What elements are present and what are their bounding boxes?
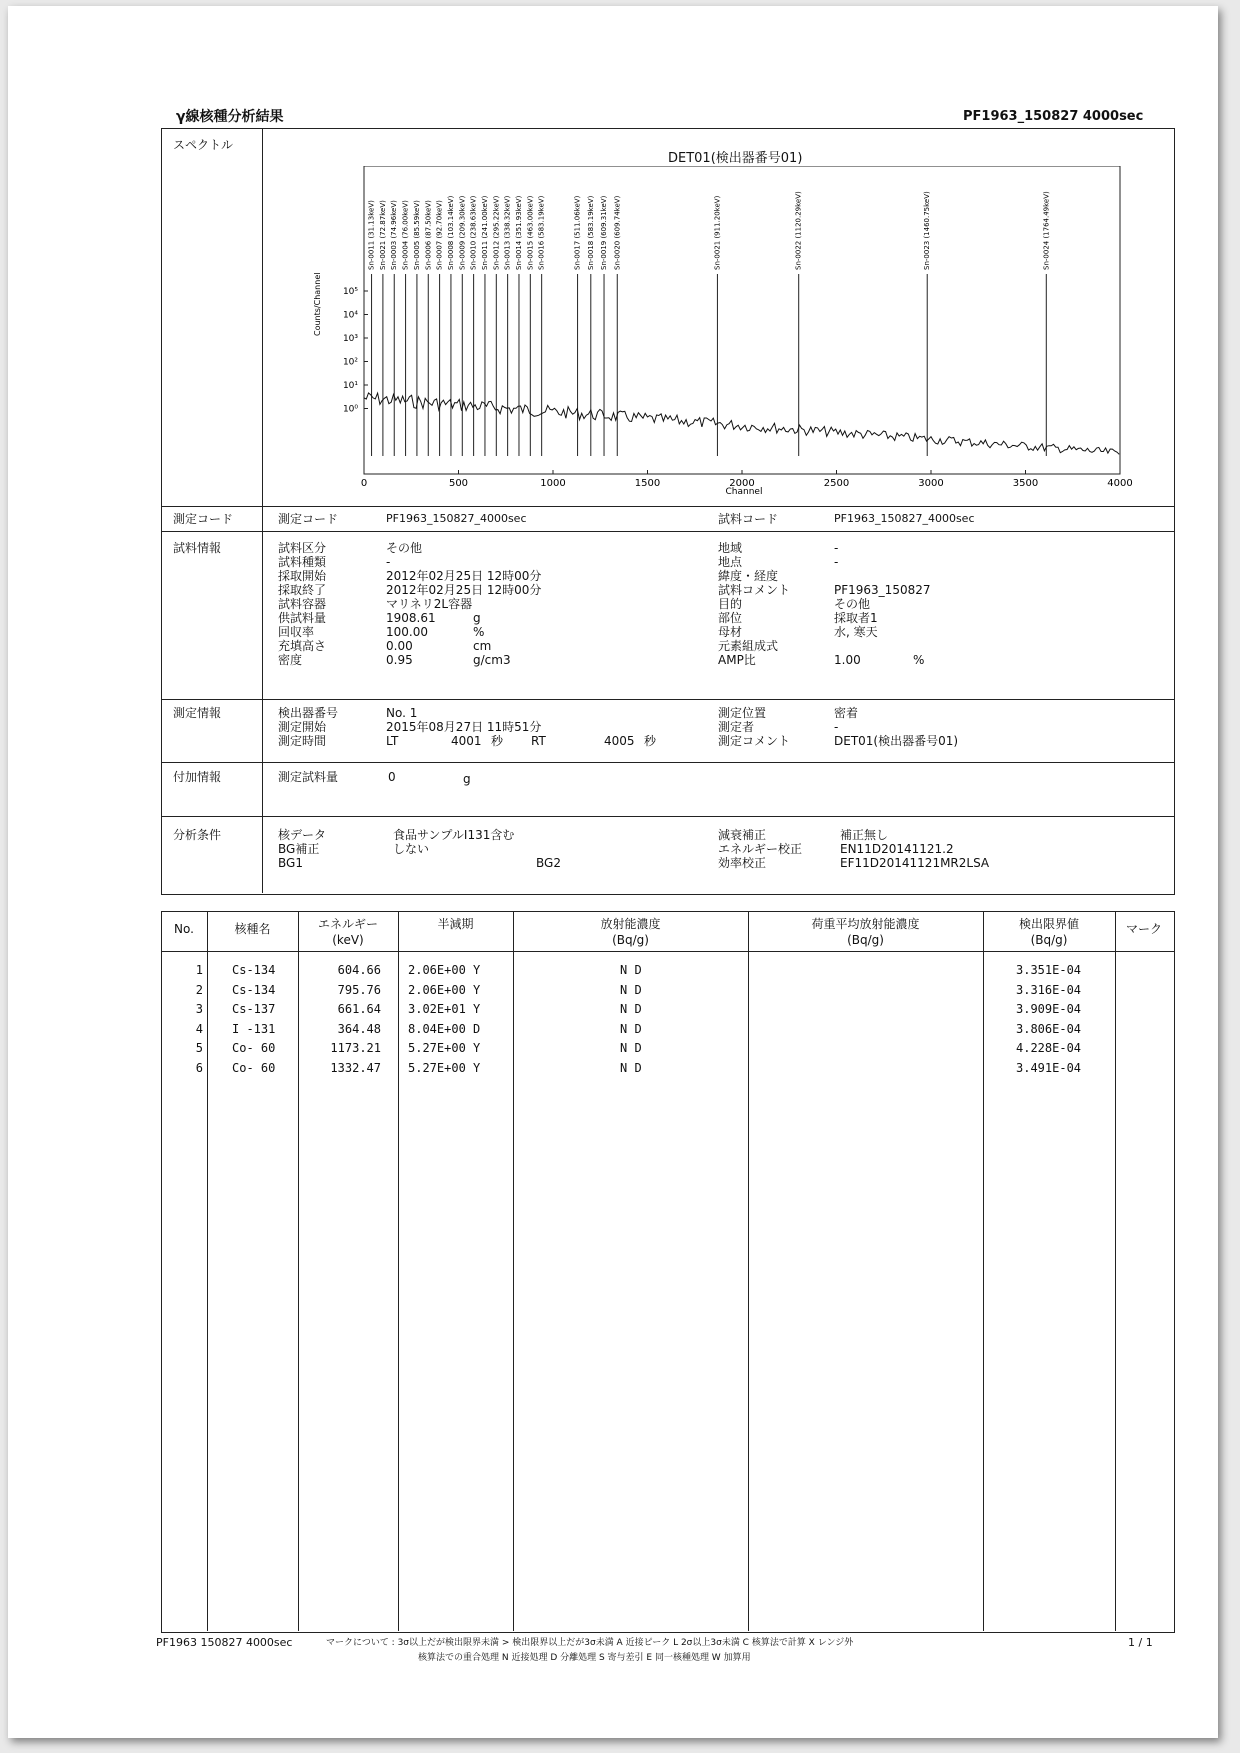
sample-info-right-label: 目的 bbox=[718, 597, 743, 611]
sample-info-right-label: AMP比 bbox=[718, 653, 756, 667]
lt-label: LT bbox=[386, 734, 399, 748]
row-3-activity: N D bbox=[620, 1002, 642, 1016]
analysis-right-value: 補正無し bbox=[840, 828, 889, 842]
sample-code-value: PF1963_150827_4000sec bbox=[834, 512, 975, 525]
detector-value: No. 1 bbox=[386, 706, 418, 720]
sample-info-value: 2012年02月25日 12時00分 bbox=[386, 569, 542, 583]
peak-label: Sn-0005 (85.59keV) bbox=[412, 200, 421, 270]
analysis-value bbox=[393, 856, 514, 870]
x-tick-label: 0 bbox=[360, 478, 368, 489]
row-4-nuclide: I -131 bbox=[232, 1021, 276, 1036]
row-4-activity: N D bbox=[620, 1021, 642, 1036]
row-6-energy: 1332.47 bbox=[330, 1060, 381, 1075]
sample-info-right-value bbox=[834, 569, 931, 583]
row-6-halflife: 5.27E+00 Y bbox=[408, 1060, 481, 1075]
y-tick-label: 10⁴ bbox=[342, 310, 358, 321]
analysis-labels bbox=[278, 828, 326, 870]
row-2-activity: N D bbox=[620, 982, 642, 997]
sample-info-label: 充填高さ bbox=[278, 639, 327, 653]
peak-label: Sn-0012 (295.22keV) bbox=[492, 195, 501, 270]
row-6-nuclide: Co- 60 bbox=[232, 1060, 276, 1075]
col-header-weighted-unit: (Bq/g) bbox=[847, 933, 884, 947]
col-header-energy-unit: (keV) bbox=[332, 933, 364, 947]
analysis-values bbox=[393, 828, 514, 870]
col-header-activity: 放射能濃度 bbox=[600, 917, 661, 931]
peak-label: Sn-0015 (463.00keV) bbox=[526, 195, 535, 270]
col-header-limit-unit: (Bq/g) bbox=[1030, 933, 1068, 947]
x-tick-label: 2000 bbox=[729, 478, 755, 489]
measure-info-label: 測定開始 bbox=[278, 720, 327, 734]
measure-info-right-value: 密着 bbox=[834, 706, 859, 720]
sample-info-units bbox=[473, 541, 511, 667]
y-axis-title: Counts/Channel bbox=[313, 272, 322, 336]
sample-info-label: 採取開始 bbox=[278, 569, 327, 583]
col-header-mark: マーク bbox=[1125, 922, 1162, 936]
section-label-measure-info: 測定情報 bbox=[173, 706, 222, 720]
analysis-right-label: 効率校正 bbox=[718, 856, 767, 870]
row-1-no: 1 bbox=[195, 963, 203, 977]
peak-label: Sn-0021 (911.20keV) bbox=[713, 195, 722, 270]
analysis-value: 食品サンプルI131含む bbox=[393, 828, 515, 842]
footer-mark-legend-2: 核算法での重合処理 N 近接処理 D 分離処理 S 寄与差引 E 同一核種処理 W 加算用 bbox=[418, 1653, 751, 1663]
row-4-energy: 364.48 bbox=[337, 1021, 381, 1036]
sample-info-right-labels bbox=[718, 541, 790, 667]
peak-label: Sn-0007 (92.70keV) bbox=[435, 200, 444, 270]
col-header-nuclide: 核種名 bbox=[234, 922, 271, 936]
analysis-label: 核データ bbox=[278, 828, 327, 842]
row-4-no: 4 bbox=[195, 1021, 203, 1036]
x-axis-title: Channel bbox=[725, 487, 763, 496]
col-header-halflife: 半減期 bbox=[437, 917, 474, 931]
measure-info-right-value: - bbox=[834, 720, 839, 734]
y-tick-label: 10² bbox=[342, 357, 358, 368]
measure-code-label: 測定コード bbox=[278, 512, 339, 526]
section-label-sample-info: 試料情報 bbox=[173, 541, 222, 555]
sample-info-right-label: 母材 bbox=[718, 625, 743, 639]
sample-info-right-label: 地域 bbox=[718, 541, 743, 555]
peak-label: Sn-0018 (583.19keV) bbox=[586, 195, 595, 270]
peak-label: Sn-0022 (1120.29keV) bbox=[794, 191, 803, 270]
measure-info-right-label: 測定位置 bbox=[718, 706, 767, 720]
footer-mark-legend: マークについて : 3σ以上だが検出限界未満 > 検出限界以上だが3σ未満 A 近接ピーク L 2σ以上3σ未満 C 核算法で計算 X レンジ外 bbox=[326, 1638, 854, 1648]
peak-label: Sn-0023 (1460.75keV) bbox=[923, 191, 932, 270]
sample-info-unit: g bbox=[473, 611, 481, 625]
col-header-energy: エネルギー bbox=[317, 917, 378, 931]
row-1-activity: N D bbox=[620, 963, 642, 977]
analysis-right-value: EF11D20141121MR2LSA bbox=[840, 856, 990, 870]
sample-info-right-label: 試料コメント bbox=[718, 583, 791, 597]
sample-info-value: 2012年02月25日 12時00分 bbox=[386, 583, 542, 597]
row-3-nuclide: Cs-137 bbox=[232, 1002, 276, 1016]
row-4-limit: 3.806E-04 bbox=[1016, 1021, 1082, 1036]
report-sheet bbox=[8, 6, 1218, 1738]
sample-info-right-value: 水, 寒天 bbox=[834, 625, 878, 639]
report-title: γ線核種分析結果 bbox=[176, 109, 284, 125]
peak-lines bbox=[372, 274, 1047, 456]
sample-info-label: 試料容器 bbox=[278, 597, 327, 611]
sample-amount-label: 測定試料量 bbox=[278, 770, 339, 784]
measure-info-label: 測定時間 bbox=[278, 734, 327, 748]
y-tick-label: 10⁵ bbox=[342, 287, 358, 297]
row-3-energy: 661.64 bbox=[337, 1002, 381, 1016]
x-tick-label: 1500 bbox=[634, 478, 661, 489]
sample-info-right-label: 元素組成式 bbox=[718, 639, 779, 653]
sample-info-label: 供試料量 bbox=[278, 611, 327, 625]
section-label-spectrum: スペクトル bbox=[173, 138, 234, 152]
peak-label: Sn-0024 (1764.49keV) bbox=[1042, 191, 1051, 270]
spectrum-trace bbox=[364, 393, 1119, 454]
analysis-label: BG1 bbox=[278, 856, 303, 870]
measure-info-right-labels bbox=[718, 706, 790, 748]
sample-info-right-label: 地点 bbox=[718, 555, 743, 569]
y-tick-label: 10³ bbox=[342, 334, 358, 344]
sample-info-right-value: 採取者1 bbox=[834, 611, 878, 625]
row-5-nuclide: Co- 60 bbox=[232, 1041, 276, 1055]
peak-label: Sn-0003 (74.96keV) bbox=[390, 200, 399, 270]
row-4-halflife: 8.04E+00 D bbox=[408, 1021, 481, 1036]
sample-info-unit bbox=[473, 597, 511, 611]
sample-info-right-label: 部位 bbox=[718, 611, 743, 625]
report-code: PF1963_150827 4000sec bbox=[963, 109, 1144, 124]
sample-info-values bbox=[386, 541, 541, 667]
analysis-label: BG補正 bbox=[278, 842, 320, 856]
peak-label: Sn-0004 (76.00keV) bbox=[401, 200, 410, 270]
label-column-divider bbox=[262, 128, 263, 893]
analysis-right-label: 減衰補正 bbox=[718, 828, 767, 842]
results-table-frame bbox=[161, 911, 1175, 1633]
x-tick-label: 3000 bbox=[918, 478, 944, 489]
sample-info-right-value bbox=[834, 639, 931, 653]
sample-info-value: その他 bbox=[386, 541, 423, 555]
sample-info-labels bbox=[278, 541, 326, 667]
sample-info-value: 100.00 bbox=[386, 625, 428, 639]
x-tick-label: 500 bbox=[448, 478, 469, 489]
col-header-limit: 検出限界値 bbox=[1018, 917, 1079, 931]
sample-info-value: 0.95 bbox=[386, 653, 413, 667]
y-tick-label: 10⁰ bbox=[342, 404, 358, 415]
row-2-energy: 795.76 bbox=[337, 982, 381, 997]
peak-label: Sn-0017 (511.06keV) bbox=[573, 195, 582, 270]
row-1-nuclide: Cs-134 bbox=[232, 963, 276, 977]
sample-info-unit bbox=[473, 555, 511, 569]
sample-info-right-values bbox=[834, 541, 931, 667]
col-header-weighted: 荷重平均放射能濃度 bbox=[811, 917, 920, 931]
page-number: 1 / 1 bbox=[1128, 1636, 1153, 1649]
row-1-energy: 604.66 bbox=[337, 963, 381, 977]
row-6-limit: 3.491E-04 bbox=[1016, 1060, 1082, 1075]
sample-info-value: - bbox=[386, 555, 391, 569]
measure-info-right-value: DET01(検出器番号01) bbox=[834, 734, 959, 748]
row-3-no: 3 bbox=[195, 1002, 203, 1016]
analysis-right-values bbox=[840, 828, 989, 870]
col-header-no: No. bbox=[174, 922, 194, 936]
sample-code-label: 試料コード bbox=[718, 512, 779, 526]
sample-info-right-value: - bbox=[834, 555, 839, 569]
peak-label: Sn-0006 (87.50keV) bbox=[424, 200, 433, 270]
row-2-halflife: 2.06E+00 Y bbox=[408, 982, 481, 997]
row-5-activity: N D bbox=[620, 1041, 642, 1055]
peak-label: Sn-0020 (609.74keV) bbox=[613, 195, 622, 270]
peak-label: Sn-0021 (72.87keV) bbox=[378, 200, 387, 270]
y-tick-label: 10¹ bbox=[342, 381, 358, 391]
peak-label: Sn-0011 (241.00keV) bbox=[480, 195, 489, 270]
x-tick-label: 1000 bbox=[540, 478, 566, 489]
row-5-energy: 1173.21 bbox=[330, 1041, 381, 1055]
sample-info-value: 0.00 bbox=[386, 639, 413, 653]
row-5-limit: 4.228E-04 bbox=[1016, 1041, 1082, 1055]
x-tick-label: 4000 bbox=[1107, 478, 1133, 489]
sample-info-value: 1908.61 bbox=[386, 611, 436, 625]
sample-info-unit bbox=[473, 569, 511, 583]
analysis-right-value: EN11D20141121.2 bbox=[840, 842, 954, 856]
section-label-analysis: 分析条件 bbox=[173, 828, 222, 842]
row-1-halflife: 2.06E+00 Y bbox=[408, 963, 481, 977]
measure-info-right-values bbox=[834, 706, 958, 748]
measure-start-value: 2015年08月27日 11時51分 bbox=[386, 720, 542, 734]
row-6-no: 6 bbox=[195, 1060, 203, 1075]
sample-amount-value: 0 bbox=[388, 770, 396, 784]
rt-value: 4005 bbox=[604, 734, 635, 748]
x-tick-label: 2500 bbox=[823, 478, 850, 489]
analysis-value: しない bbox=[393, 842, 430, 856]
peak-label: Sn-0008 (103.14keV) bbox=[446, 195, 455, 270]
measure-info-right-label: 測定者 bbox=[718, 720, 755, 734]
row-1-limit: 3.351E-04 bbox=[1016, 963, 1082, 977]
section-label-additional-info: 付加情報 bbox=[173, 770, 222, 784]
peak-label: Sn-0016 (583.19keV) bbox=[537, 195, 546, 270]
row-2-no: 2 bbox=[195, 982, 203, 997]
sample-info-label: 回収率 bbox=[278, 625, 315, 639]
chart-title: DET01(検出器番号01) bbox=[668, 151, 803, 166]
col-header-activity-unit: (Bq/g) bbox=[612, 933, 649, 947]
spectrum-chart bbox=[298, 166, 1138, 496]
sample-info-right-value: PF1963_150827 bbox=[834, 583, 931, 597]
lt-value: 4001 bbox=[451, 734, 482, 748]
sample-info-label: 採取終了 bbox=[278, 583, 327, 597]
row-6-activity: N D bbox=[620, 1060, 642, 1075]
footer-code: PF1963 150827 4000sec bbox=[156, 1636, 293, 1649]
row-5-halflife: 5.27E+00 Y bbox=[408, 1041, 481, 1055]
sample-info-unit bbox=[473, 541, 511, 555]
row-3-halflife: 3.02E+01 Y bbox=[408, 1002, 481, 1016]
peak-label: Sn-0010 (238.63keV) bbox=[469, 195, 478, 270]
analysis-right-label: エネルギー校正 bbox=[718, 842, 803, 856]
measure-info-labels bbox=[278, 706, 338, 748]
sample-info-right-label: 緯度・経度 bbox=[718, 569, 779, 583]
sample-info-label: 密度 bbox=[278, 653, 303, 667]
sample-info-value: マリネリ2L容器 bbox=[386, 597, 473, 611]
row-5-no: 5 bbox=[195, 1041, 203, 1055]
rt-unit: 秒 bbox=[644, 734, 657, 748]
sample-info-unit: g/cm3 bbox=[473, 653, 511, 667]
row-2-nuclide: Cs-134 bbox=[232, 982, 276, 997]
peak-label: Sn-0019 (609.31keV) bbox=[600, 195, 609, 270]
measure-info-right-label: 測定コメント bbox=[718, 734, 791, 748]
sample-info-right-value: - bbox=[834, 541, 839, 555]
x-tick-label: 3500 bbox=[1012, 478, 1039, 489]
measure-code-value: PF1963_150827_4000sec bbox=[386, 512, 527, 525]
section-label-measure-code: 測定コード bbox=[173, 512, 234, 526]
row-3-limit: 3.909E-04 bbox=[1016, 1002, 1082, 1016]
sample-info-right-value: 1.00 bbox=[834, 653, 861, 667]
sample-info-unit: cm bbox=[473, 639, 492, 653]
peak-label: Sn-0009 (209.30keV) bbox=[458, 195, 467, 270]
lt-unit: 秒 bbox=[491, 734, 504, 748]
row-2-limit: 3.316E-04 bbox=[1016, 982, 1082, 997]
peak-label: Sn-0011 (31.13keV) bbox=[367, 200, 376, 270]
analysis-right-labels bbox=[718, 828, 802, 870]
amp-unit: % bbox=[913, 653, 925, 667]
sample-info-right-value: その他 bbox=[834, 597, 871, 611]
sample-info-label: 試料種類 bbox=[278, 555, 327, 569]
peak-label: Sn-0013 (338.32keV) bbox=[503, 195, 512, 270]
bg2-label: BG2 bbox=[536, 856, 561, 870]
sample-amount-unit: g bbox=[463, 772, 471, 786]
rt-label: RT bbox=[531, 734, 546, 748]
sample-info-label: 試料区分 bbox=[278, 541, 327, 555]
sample-info-unit: % bbox=[473, 625, 485, 639]
sample-info-unit bbox=[473, 583, 511, 597]
peak-labels bbox=[368, 191, 1051, 270]
peak-label: Sn-0014 (351.93keV) bbox=[514, 195, 523, 270]
measure-info-label: 検出器番号 bbox=[278, 706, 339, 720]
